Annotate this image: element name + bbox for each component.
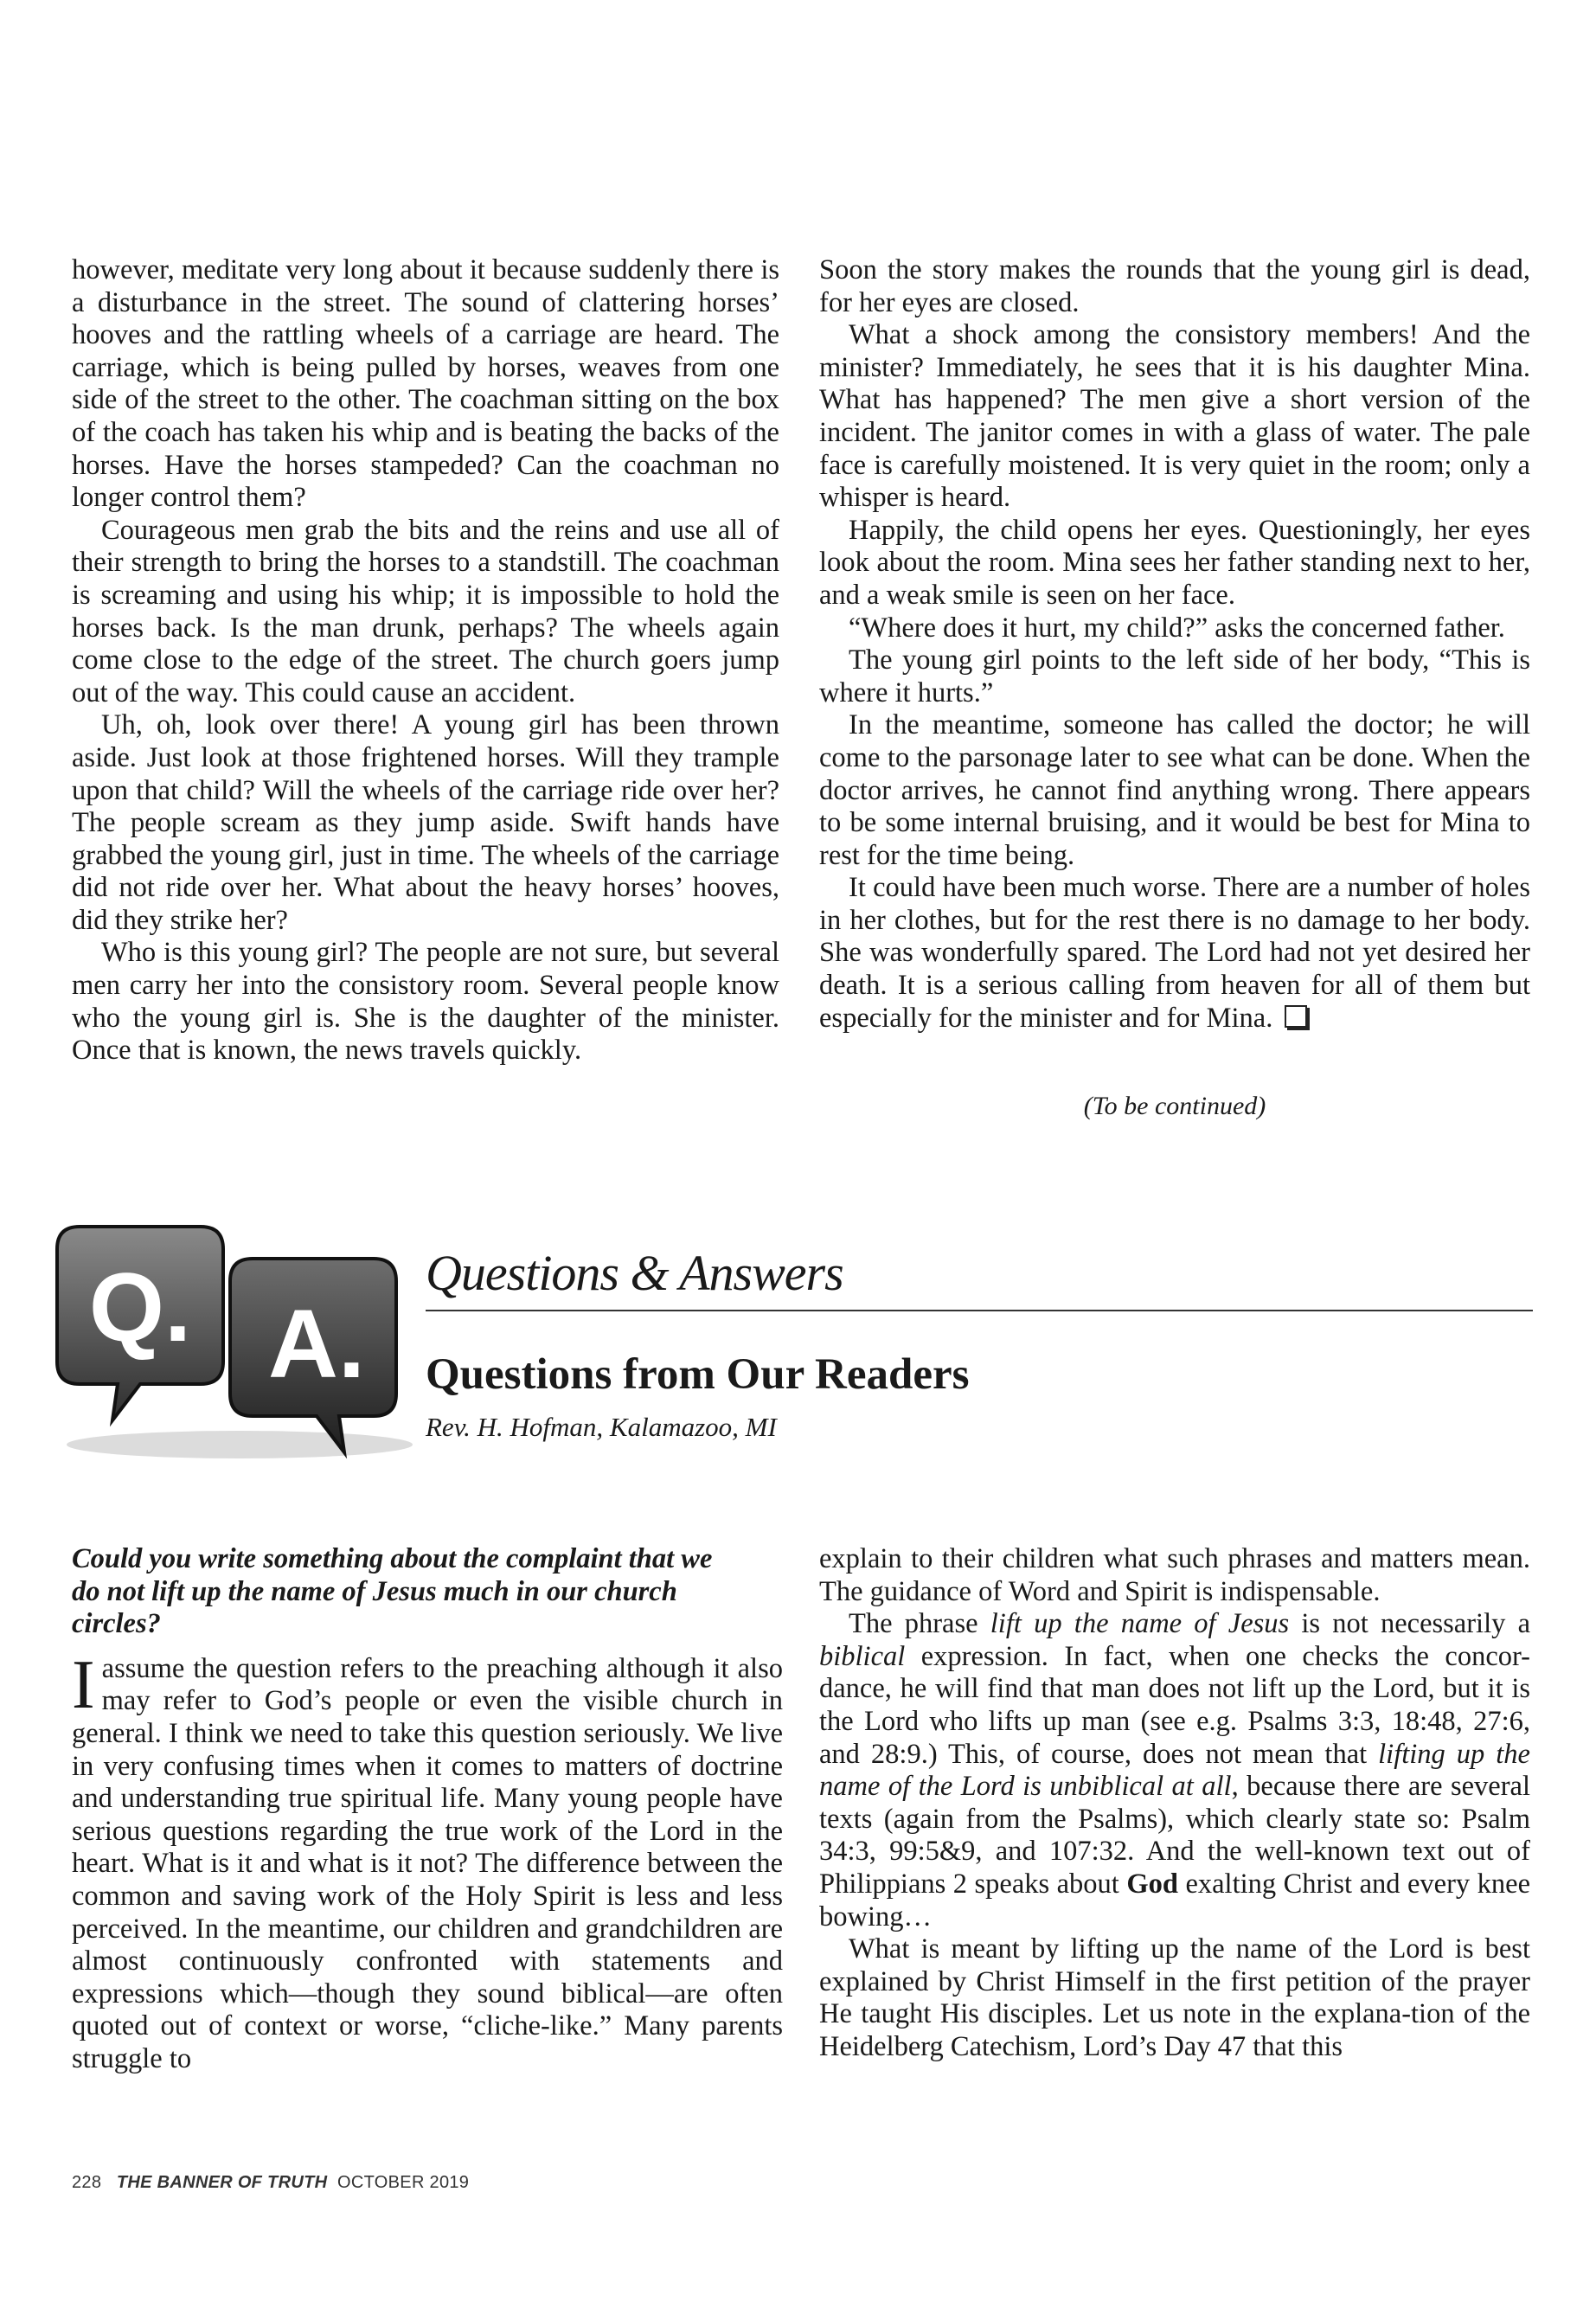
story-paragraph: Uh, oh, look over there! A young girl has been thrown aside. Just look at those frightened horses. Will they trample upon that child? Will the wheels of the carriage ride over her? The people scream as they jump aside. Swift hands have grabbed the young girl, just in time. The wheels of the carriage did not ride over her. What about the heavy horses’ hooves, did they strike her? — [72, 709, 779, 936]
italic-run: lift up the name of Jesus — [990, 1608, 1290, 1640]
answer-paragraph — [819, 1608, 1530, 1933]
story-paragraph: Who is this young girl? The people are not sure, but several men carry her into the consistory room. Several people know who the young girl is. She is the daughter of the minister. Once that is known, the news travels quickly. — [72, 937, 779, 1067]
answer-paragraph: What is meant by lifting up the name of the Lord is best explained by Christ Himself in the first petition of the prayer He taught His disciples. Let us note in the explana-tion of the Heidelberg Catechism, Lord’s Day 47 that this — [819, 1933, 1530, 2062]
story-paragraph: The young girl points to the left side of her body, “This is where it hurts.” — [819, 644, 1530, 708]
italic-run: biblical — [819, 1640, 906, 1672]
reader-question: Could you write something about the complaint that we do not lift up the name of Jesus much in our church circles? — [72, 1543, 713, 1640]
story-left-column — [72, 254, 779, 1067]
qa-speech-bubbles-icon — [54, 1211, 417, 1471]
text-run: is not necessarily a — [1289, 1608, 1530, 1640]
story-paragraph: In the meantime, someone has called the doctor; he will come to the parsonage later to see what can be done. When the doctor arrives, he cannot find anything wrong. There appears to be some internal bruising, and it would be best for Mina to rest for the time being. — [819, 709, 1530, 871]
drop-cap: I — [72, 1646, 95, 1723]
story-paragraph: Soon the story makes the rounds that the young girl is dead, for her eyes are closed. — [819, 254, 1530, 318]
qa-right-column — [819, 1543, 1530, 2064]
story-paragraph: Courageous men grab the bits and the reins and use all of their strength to bring the horses to a standstill. The coachman is screaming and using his whip; it is impossible to hold the horses back. Is the man drunk, perhaps? The wheels again come close to the edge of the street. The church goers jump out of the way. This could cause an accident. — [72, 514, 779, 708]
a-letter: A. — [268, 1290, 365, 1398]
text-run: The phrase — [849, 1608, 990, 1640]
italic-run: lifting up the name of the Lord is unbiblical at all — [819, 1738, 1530, 1803]
story-right-column — [819, 254, 1530, 1035]
qa-left-column — [72, 1543, 783, 2076]
story-paragraph: “Where does it hurt, my child?” asks the concerned father. — [849, 612, 1505, 644]
section-divider — [426, 1310, 1533, 1311]
answer-paragraph — [72, 1646, 783, 2076]
page-number: 228 — [72, 2173, 102, 2192]
issue-date: OCTOBER 2019 — [337, 2173, 470, 2192]
text-run: expression. In fact, when one checks the concor-dance, he will find that man does not lift up the Lord, but it is the Lord who lifts up man (see e.g. Psalms 3:3, 18:48, 27:6, and 28:9.) This, of course, does not mean that — [819, 1640, 1530, 1770]
article-author: Rev. H. Hofman, Kalamazoo, MI — [426, 1412, 777, 1442]
text-run: , because there are several texts (again from the Psalms), which clearly state so: Psalm 34:3, 99:5&9, and 107:32. And the well-known text out of Philippians 2 speaks about — [819, 1771, 1530, 1900]
story-paragraph: What a shock among the consistory members! And the minister? Immediately, he sees that it is his daughter Mina. What has happened? The men give a short version of the incident. The janitor comes in with a glass of water. The pale face is carefully moistened. It is very quiet in the room; only a whisper is heard. — [819, 319, 1530, 514]
to-be-continued-note: (To be continued) — [1083, 1092, 1266, 1120]
story-paragraph: however, meditate very long about it because suddenly there is a disturbance in the street. The sound of clattering horses’ hooves and the rattling wheels of a carriage are heard. The carriage, which is being pulled by horses, weaves from one side of the street to the other. The coachman sitting on the box of the coach has taken his whip and is beating the backs of the horses. Have the horses stampeded? Can the coachman no longer control them? — [72, 254, 779, 514]
story-paragraph-text: It could have been much worse. There are a number of holes in her clothes, but for the rest there is no damage to her body. She was wonderfully spared. The Lord had not yet desired her death. It is a serious calling from heaven for all of them but especially for the minister and for Mina. — [819, 872, 1530, 1034]
story-paragraph: Happily, the child opens her eyes. Questioningly, her eyes look about the room. Mina sees her father standing next to her, and a weak smile is seen on her face. — [819, 514, 1530, 611]
article-heading: Questions from Our Readers — [426, 1350, 970, 1399]
q-letter: Q. — [88, 1253, 192, 1362]
page-footer — [72, 2173, 469, 2193]
publication-name: THE BANNER OF TRUTH — [116, 2173, 328, 2192]
answer-text: assume the question refers to the preaching although it also may refer to God’s people or even the visible church in general. I think we need to take this question seriously. We live in very confusing times when it comes to matters of doctrine and understanding true spiritual life. Many young people have serious questions regarding the true work of the Lord in the heart. What is it and what is it not? The difference between the common and saving work of the Holy Spirit is less and less perceived. In the meantime, our children and grandchildren are almost continuously confronted with statements and expressions which—though they sound biblical—are often quoted out of context or worse, “cliche-like.” Many parents struggle to — [72, 1652, 783, 2074]
end-of-article-icon — [1285, 1005, 1307, 1028]
section-title: Questions & Answers — [426, 1245, 843, 1301]
story-paragraph-last — [819, 872, 1530, 1035]
bold-run: God — [1126, 1868, 1178, 1900]
text-run: exalting Christ and every knee bowing… — [819, 1868, 1531, 1932]
answer-paragraph: explain to their children what such phrases and matters mean. The guidance of Word and Spirit is indispensable. — [819, 1543, 1530, 1607]
logo-shadow — [67, 1431, 413, 1458]
